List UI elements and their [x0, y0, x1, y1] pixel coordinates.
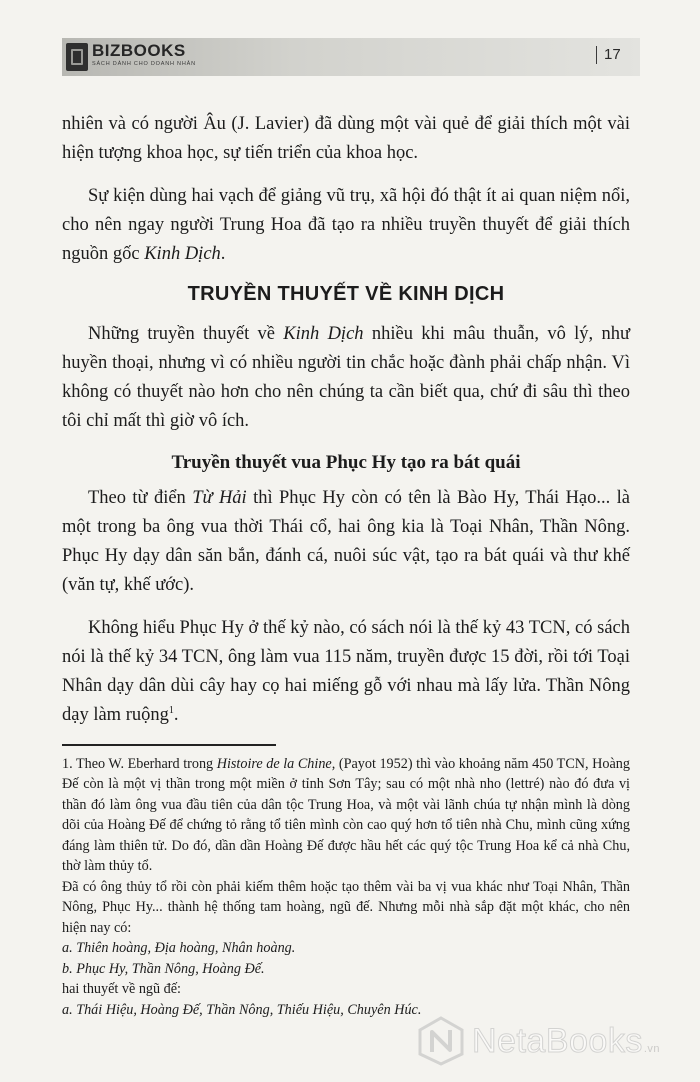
footnote-list-item: a. Thái Hiệu, Hoàng Đế, Thần Nông, Thiếu Hiệu, Chuyên Húc.: [62, 1001, 422, 1018]
footnote-continuation: Đã có ông thủy tổ rồi còn phải kiếm thêm hoặc tạo thêm vài ba vị vua khác như Toại Nhân, Thần Nông, Phục Hy... thành hệ thống tam hoàng, ngũ đế. Nhưng mỗi nhà sắp đặt một khác, cho nên hiện nay có:: [62, 878, 630, 936]
brand-tagline: SÁCH DÀNH CHO DOANH NHÂN: [92, 61, 196, 67]
paragraph-3: Những truyền thuyết về Kinh Dịch nhiều khi mâu thuẫn, vô lý, như huyền thoại, nhưng vì có nhiều người tin chắc hoặc đành phải chấp nhận. Vì không có thuyết nào hơn cho nên chúng ta cần biết qua, chứ đi sâu thì theo tôi chỉ mất thì giờ vô ích.: [62, 324, 630, 431]
footnote-list-item: a. Thiên hoàng, Địa hoàng, Nhân hoàng.: [62, 940, 296, 956]
footnote-ref[interactable]: 1: [168, 704, 174, 716]
sub-heading: Truyền thuyết vua Phục Hy tạo ra bát quái: [171, 452, 521, 473]
footnote-text: hai thuyết về ngũ đế:: [62, 981, 181, 997]
page-content: [62, 110, 630, 1020]
watermark: [418, 1016, 660, 1066]
paragraph-5: Không hiểu Phục Hy ở thế kỷ nào, có sách nói là thế kỷ 43 TCN, có sách nói là thế kỷ 34 TCN, ông làm vua 115 năm, truyền được 15 đời, rồi tới Toại Nhân dạy dân dùi cây hay cọ hai miếng gỗ với nhau mà lấy lửa. Thần Nông dạy làm ruộng$^1$.: [62, 618, 630, 725]
footnote-divider: [62, 744, 276, 746]
footnote-list-item: b. Phục Hy, Thần Nông, Hoàng Đế.: [62, 960, 265, 977]
brand-name: BIZBOOKS: [92, 41, 186, 60]
footnote-1: 1. Theo W. Eberhard trong Histoire de la Chine, (Payot 1952) thì vào khoảng năm 450 TCN, Hoàng Đế còn là một vị thần trong một miền ở tỉnh Sơn Tây; sau có một nhà nho (lettré) nào đó đưa vị thần đó làm ông vua đầu tiên của dân tộc Trung Hoa, và một vài lãnh chúa tự nhận mình là dòng dõi của Hoàng Đế để chứng tỏ rằng tổ tiên mình còn cao quý hơn tổ tiên nhà Chu, mình cũng xứng đáng làm thiên tử. Do đó, dần dần Hoàng Đế được hầu hết các quý tộc Trung Hoa kể cả nhà Chu, thờ làm thủy tổ.: [62, 755, 630, 874]
watermark-text: NetaBooks.vn: [472, 1021, 661, 1060]
paragraph-1: nhiên và có người Âu (J. Lavier) đã dùng một vài quẻ để giải thích một vài hiện tượng khoa học, sự tiến triển của khoa học.: [62, 114, 630, 163]
paragraph-4: Theo từ điển Từ Hải thì Phục Hy còn có tên là Bào Hy, Thái Hạo... là một trong ba ông vua thời Thái cổ, hai ông kia là Toại Nhân, Thần Nông. Phục Hy dạy dân săn bắn, đánh cá, nuôi súc vật, tạo ra bát quái và thư khế (văn tự, khế ước).: [62, 488, 630, 595]
paragraph-2: Sự kiện dùng hai vạch để giảng vũ trụ, xã hội đó thật ít ai quan niệm nổi, cho nên ngay người Trung Hoa đã tạo ra nhiều truyền thuyết để giải thích nguồn gốc Kinh Dịch.: [62, 186, 630, 264]
section-heading: TRUYỀN THUYẾT VỀ KINH DỊCH: [187, 283, 505, 305]
bizbooks-logo-icon: [66, 43, 88, 71]
page-number: 17: [596, 46, 621, 64]
netabooks-logo-icon: [418, 1016, 464, 1066]
footnotes: [62, 754, 630, 1021]
